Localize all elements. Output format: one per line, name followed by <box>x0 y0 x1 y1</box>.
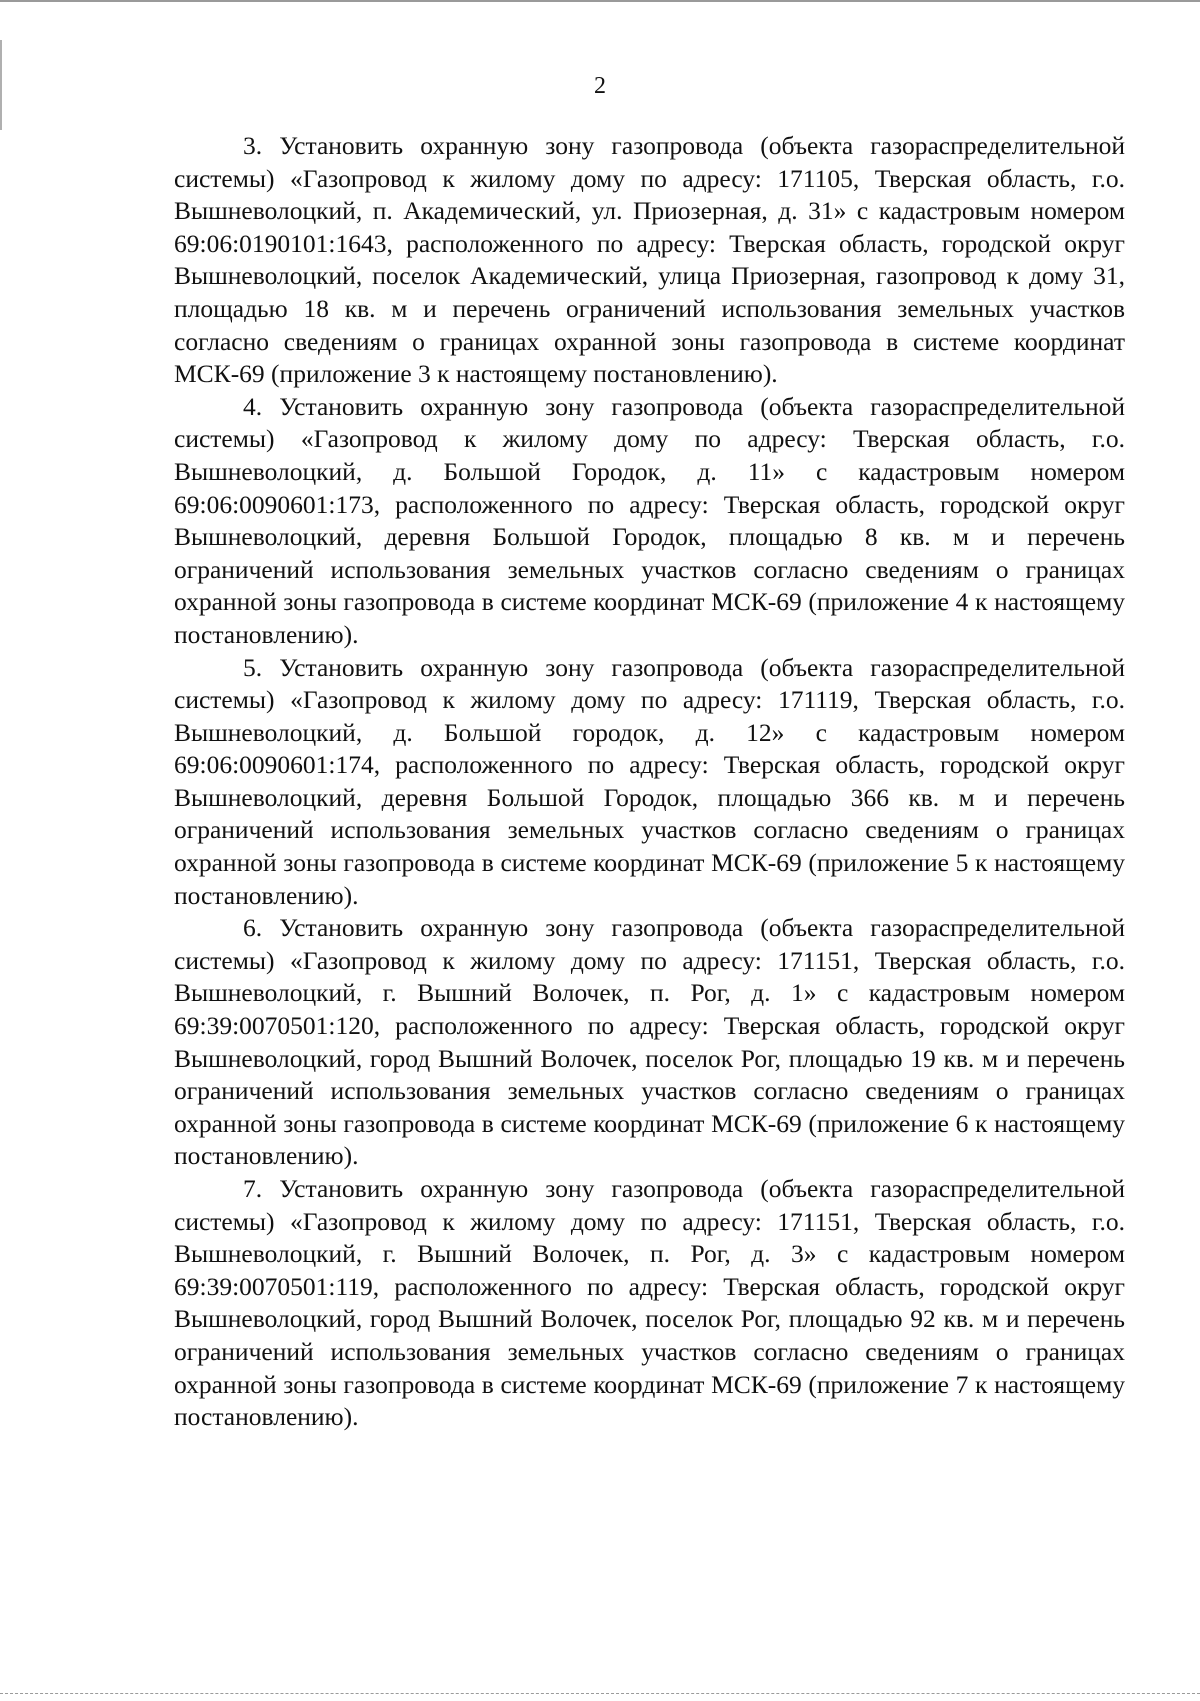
page-number: 2 <box>594 73 606 99</box>
paragraph-item-6: 6. Установить охранную зону газопровода (объекта газораспределительной системы) «Газопровод к жилому дому по адресу: 171151, Тверская область, г.о. Вышневолоцкий, г. Вышний Волочек, п. Рог, д. 1» с кадастровым номером 69:39:0070501:120, расположенного по адресу: Тверская область, городской округ Вышневолоцкий, город Вышний Волочек, поселок Рог, площадью 19 кв. м и перечень ограничений использования земельных участков согласно сведениям о границах охранной зоны газопровода в системе координат МСК-69 (приложение 6 к настоящему постановлению). <box>174 913 1125 1171</box>
scan-edge-bottom <box>0 1693 1200 1695</box>
paragraph-item-4: 4. Установить охранную зону газопровода (объекта газораспределительной системы) «Газопровод к жилому дому по адресу: Тверская область, г.о. Вышневолоцкий, д. Большой Городок, д. 11» с кадастровым номером 69:06:0090601:173, расположенного по адресу: Тверская область, городской округ Вышневолоцкий, деревня Большой Городок, площадью 8 кв. м и перечень ограничений использования земельных участков согласно сведениям о границах охранной зоны газопровода в системе координат МСК-69 (приложение 4 к настоящему постановлению). <box>174 391 1125 649</box>
paragraph-item-5: 5. Установить охранную зону газопровода (объекта газораспределительной системы) «Газопровод к жилому дому по адресу: 171119, Тверская область, г.о. Вышневолоцкий, д. Большой городок, д. 12» с кадастровым номером 69:06:0090601:174, расположенного по адресу: Тверская область, городской округ Вышневолоцкий, деревня Большой Городок, площадью 366 кв. м и перечень ограничений использования земельных участков согласно сведениям о границах охранной зоны газопровода в системе координат МСК-69 (приложение 5 к настоящему постановлению). <box>174 652 1125 910</box>
document-body <box>174 130 1125 1434</box>
scan-edge-top <box>0 0 1200 2</box>
paragraph-item-3: 3. Установить охранную зону газопровода (объекта газораспределительной системы) «Газопровод к жилому дому по адресу: 171105, Тверская область, г.о. Вышневолоцкий, п. Академический, ул. Приозерная, д. 31» с кадастровым номером 69:06:0190101:1643, расположенного по адресу: Тверская область, городской округ Вышневолоцкий, поселок Академический, улица Приозерная, газопровод к дому 31, площадью 18 кв. м и перечень ограничений использования земельных участков согласно сведениям о границах охранной зоны газопровода в системе координат МСК-69 (приложение 3 к настоящему постановлению). <box>174 131 1125 389</box>
paragraph-item-7: 7. Установить охранную зону газопровода (объекта газораспределительной системы) «Газопровод к жилому дому по адресу: 171151, Тверская область, г.о. Вышневолоцкий, г. Вышний Волочек, п. Рог, д. 3» с кадастровым номером 69:39:0070501:119, расположенного по адресу: Тверская область, городской округ Вышневолоцкий, город Вышний Волочек, поселок Рог, площадью 92 кв. м и перечень ограничений использования земельных участков согласно сведениям о границах охранной зоны газопровода в системе координат МСК-69 (приложение 7 к настоящему постановлению). <box>174 1174 1125 1432</box>
